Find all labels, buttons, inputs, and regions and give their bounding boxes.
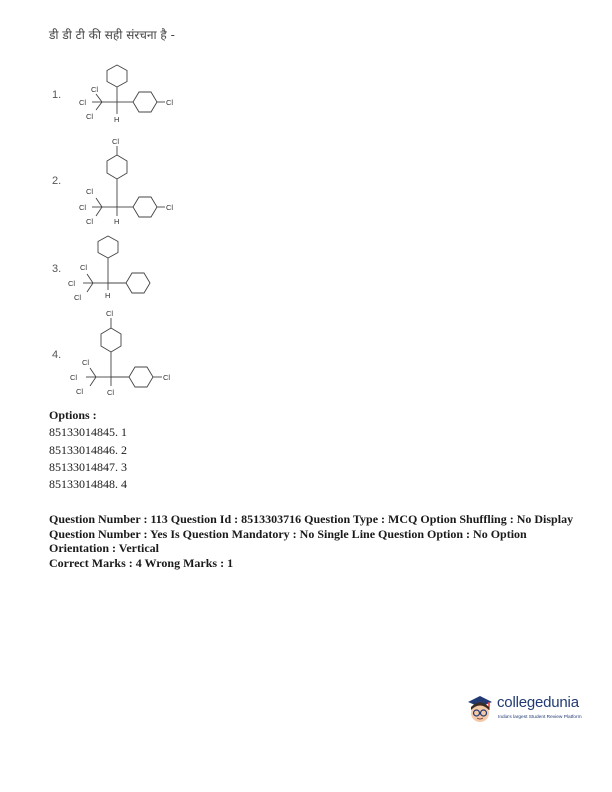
right-cl-label: Cl: [166, 98, 174, 107]
cl-label: Cl: [79, 203, 87, 212]
collegedunia-logo: [464, 692, 594, 732]
top-cl-label: Cl: [112, 137, 120, 146]
options-label: Options :: [49, 408, 97, 422]
cl-label: Cl: [82, 358, 90, 367]
cl-label: Cl: [70, 373, 78, 382]
bottom-label: H: [114, 115, 120, 124]
marks-info: Correct Marks : 4 Wrong Marks : 1: [49, 556, 234, 570]
cl-label: Cl: [76, 387, 84, 396]
cl-label: Cl: [91, 85, 99, 94]
graduate-mascot-icon: [464, 692, 496, 728]
cl-label: Cl: [86, 112, 94, 121]
bottom-label: H: [114, 217, 120, 226]
cl-label: Cl: [79, 98, 87, 107]
structure-4-diagram: [64, 308, 194, 403]
structure-number: 2.: [52, 175, 62, 187]
cl-label: Cl: [68, 279, 76, 288]
option-item: 85133014847. 3: [49, 460, 127, 474]
right-cl-label: Cl: [163, 373, 171, 382]
right-cl-label: Cl: [166, 203, 174, 212]
question-title: डी डी टी की सही संरचना है -: [49, 28, 175, 42]
bottom-label: H: [105, 291, 111, 300]
structure-number: 4.: [52, 349, 62, 361]
question-meta: Question Number : 113 Question Id : 8513303716 Question Type : MCQ Option Shuffling : No Display Question Number : Yes Is Question Mandatory : No Single Line Question Option : No Option Orientation : Vertical: [49, 512, 574, 555]
structure-number: 3.: [52, 263, 62, 275]
structure-number: 1.: [52, 89, 62, 101]
cl-label: Cl: [86, 217, 94, 226]
option-item: 85133014846. 2: [49, 443, 127, 457]
top-cl-label: Cl: [106, 309, 114, 318]
cl-label: Cl: [80, 263, 88, 272]
logo-tagline: India's largest Student Review Platform: [498, 715, 582, 720]
cl-label: Cl: [74, 293, 82, 302]
bottom-label: Cl: [107, 388, 115, 397]
structure-3-diagram: [62, 230, 192, 305]
option-item: 85133014848. 4: [49, 477, 127, 491]
logo-name: collegedunia: [497, 694, 579, 711]
structure-1-diagram: [70, 58, 200, 133]
option-item: 85133014845. 1: [49, 425, 127, 439]
structure-2-diagram: [70, 136, 200, 231]
cl-label: Cl: [86, 187, 94, 196]
